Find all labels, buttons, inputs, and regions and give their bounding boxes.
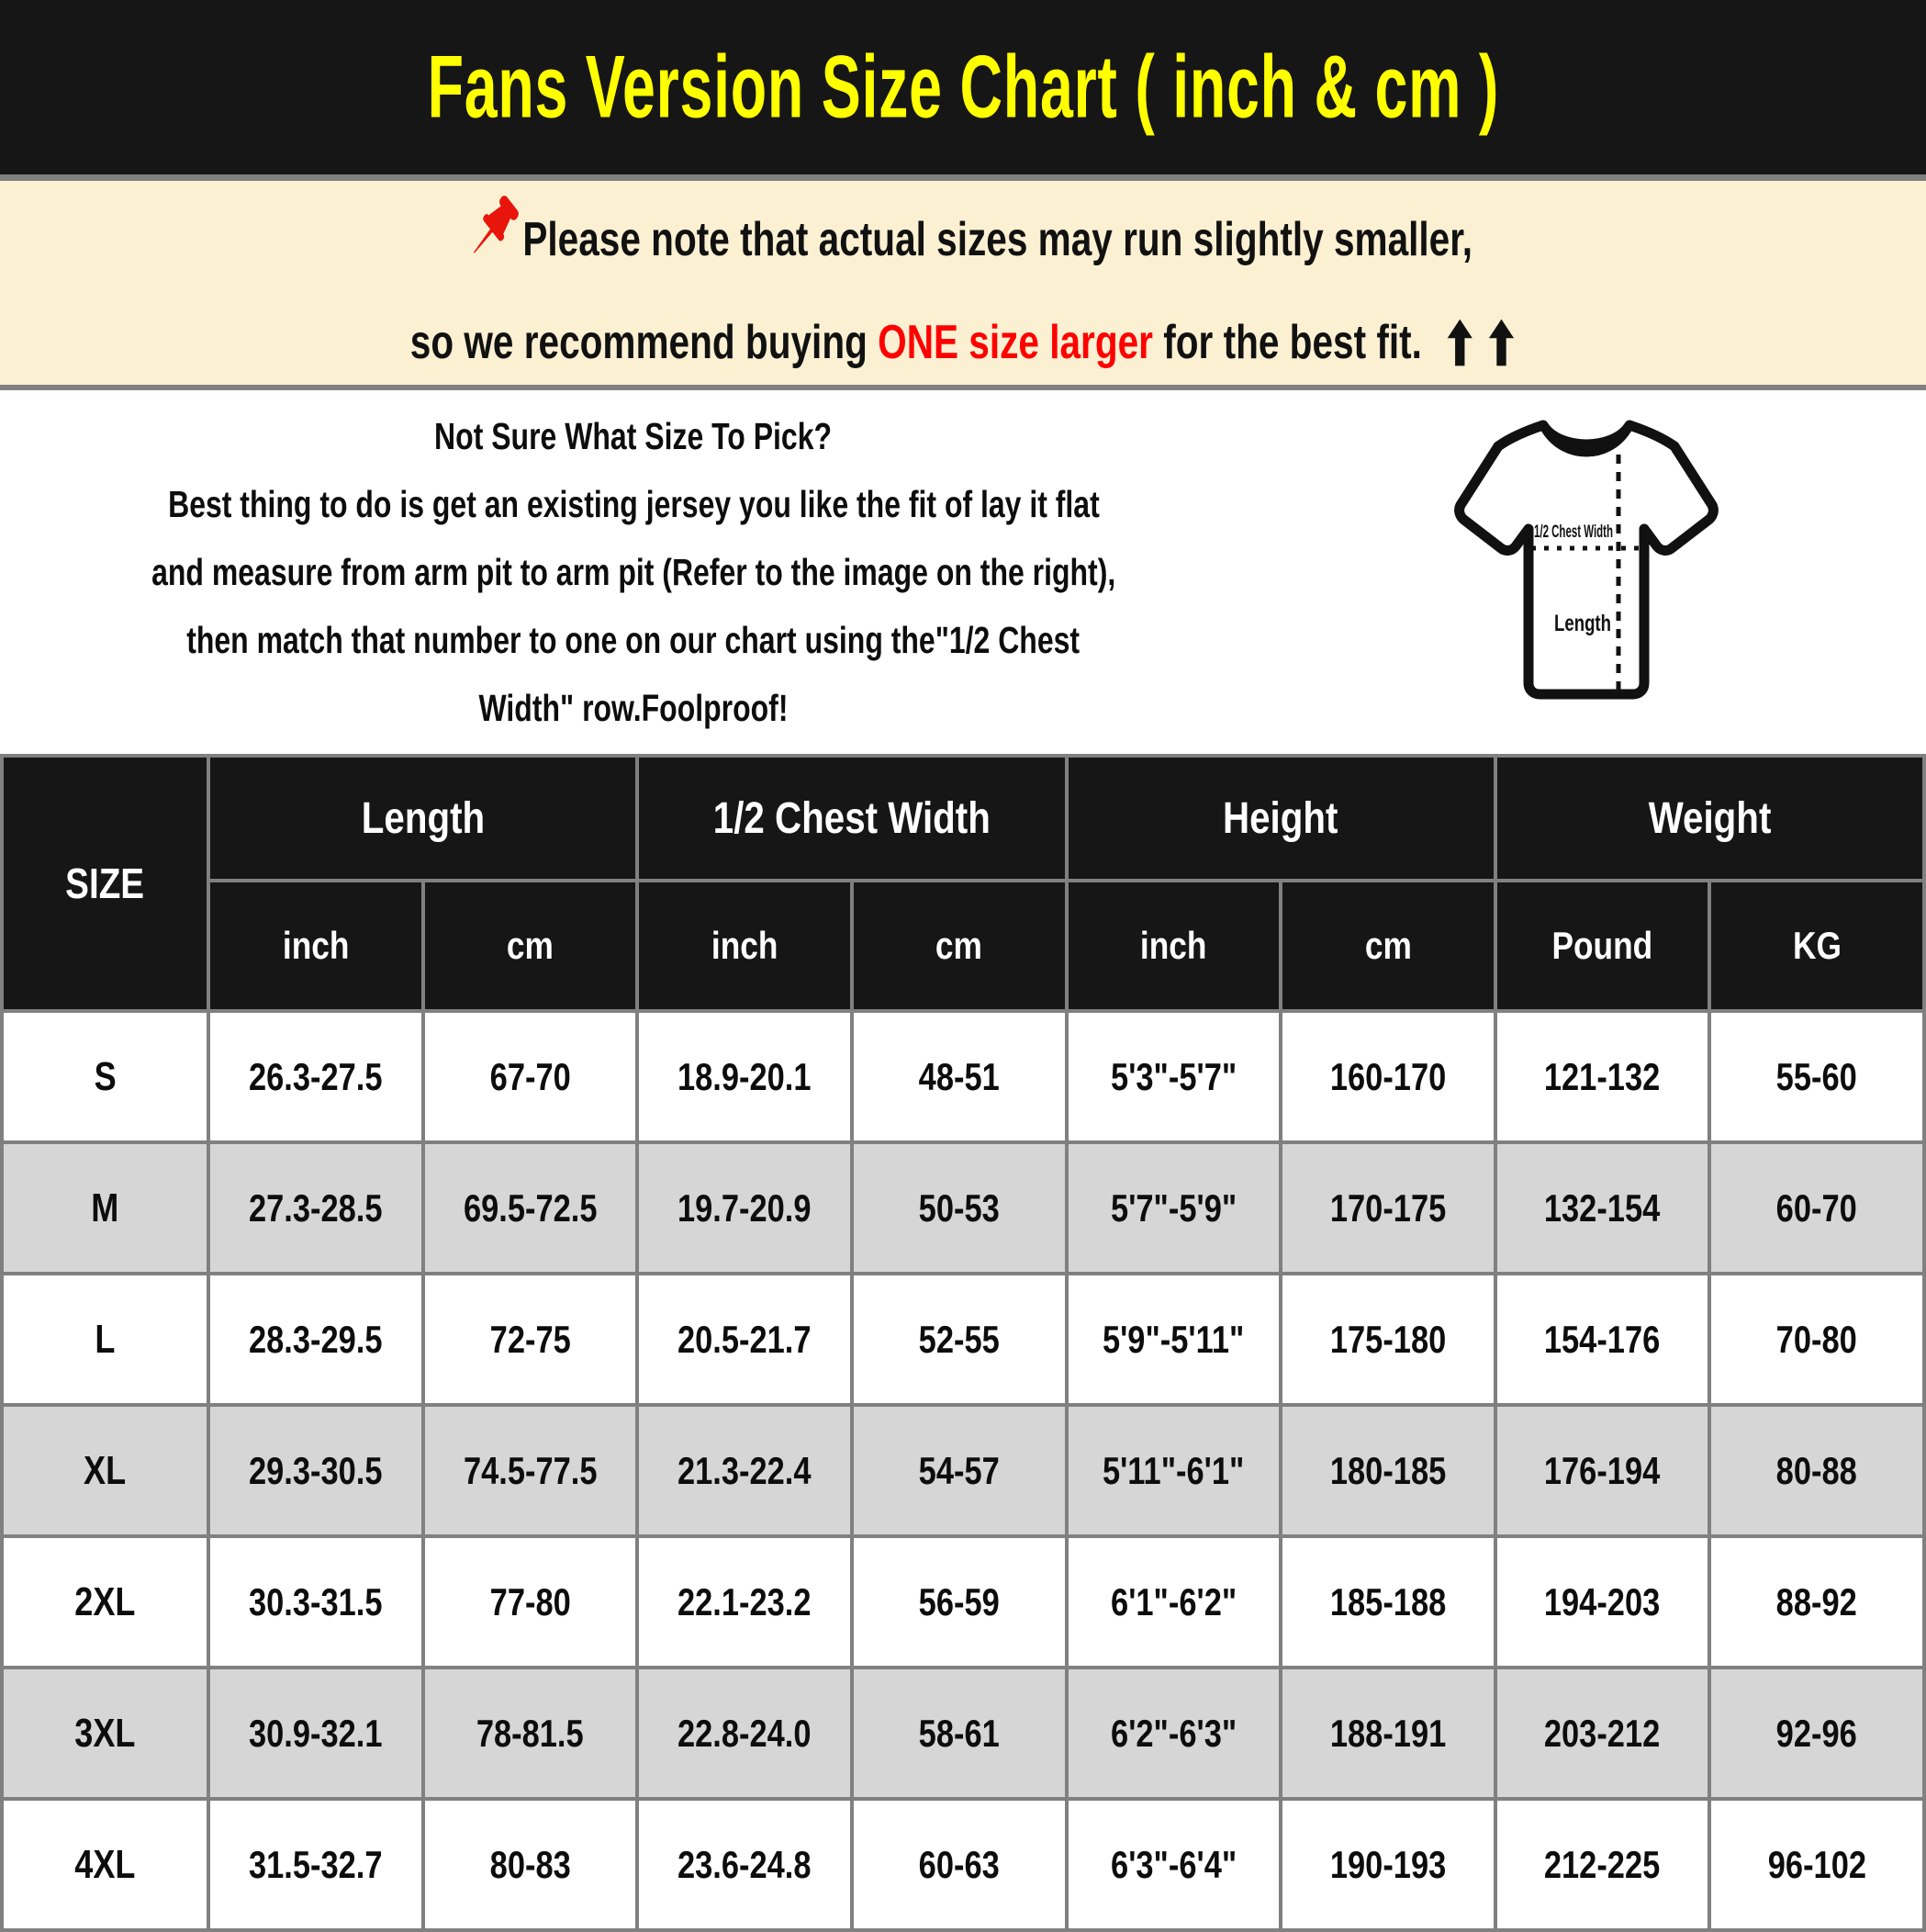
tshirt-measure-diagram <box>1449 403 1724 726</box>
guide-heading: Not Sure What Size To Pick? <box>434 415 833 457</box>
table-cell: 70-80 <box>1711 1275 1922 1403</box>
table-cell: 21.3-22.4 <box>639 1407 850 1534</box>
table-cell: 19.7-20.9 <box>639 1144 850 1272</box>
table-cell: 30.9-32.1 <box>210 1669 421 1797</box>
note-line-1 <box>454 196 1472 284</box>
table-cell: 176-194 <box>1497 1407 1708 1534</box>
table-cell: 30.3-31.5 <box>210 1538 421 1666</box>
table-cell: 22.8-24.0 <box>639 1669 850 1797</box>
guide-line: Width" row.Foolproof! <box>478 687 789 729</box>
table-cell: 80-88 <box>1711 1407 1922 1534</box>
diagram-chest-label: 1/2 Chest Width <box>1534 522 1613 542</box>
note-text-2a: so we recommend buying <box>410 316 879 369</box>
table-cell: 5'7"-5'9" <box>1069 1144 1280 1272</box>
diagram-length-label: Length <box>1554 611 1611 636</box>
guide-line: Best thing to do is get an existing jersey you like the fit of lay it flat <box>167 483 1100 525</box>
pushpin-icon <box>454 196 520 284</box>
table-cell: 72-75 <box>425 1275 636 1403</box>
note-text-2b: for the best fit. <box>1153 316 1433 369</box>
table-cell: 22.1-23.2 <box>639 1538 850 1666</box>
subheader-height-cm: cm <box>1282 882 1494 1009</box>
table-cell: 80-83 <box>425 1801 636 1928</box>
row-size-label: S <box>4 1013 207 1140</box>
up-arrow-icon <box>1488 319 1516 366</box>
table-cell: 27.3-28.5 <box>210 1144 421 1272</box>
size-guide-text <box>0 390 1267 754</box>
table-cell: 55-60 <box>1711 1013 1922 1140</box>
table-cell: 188-191 <box>1282 1669 1494 1797</box>
column-group-height: Height <box>1069 758 1494 879</box>
table-cell: 121-132 <box>1497 1013 1708 1140</box>
row-size-label: 3XL <box>4 1669 207 1797</box>
column-group-length: Length <box>210 758 635 879</box>
note-highlight: ONE size larger <box>878 316 1154 369</box>
table-cell: 77-80 <box>425 1538 636 1666</box>
table-cell: 190-193 <box>1282 1801 1494 1928</box>
table-cell: 6'1"-6'2" <box>1069 1538 1280 1666</box>
table-cell: 154-176 <box>1497 1275 1708 1403</box>
tshirt-outline <box>1460 425 1714 694</box>
table-cell: 67-70 <box>425 1013 636 1140</box>
subheader-height-inch: inch <box>1069 882 1280 1009</box>
row-size-label: L <box>4 1275 207 1403</box>
up-arrow-icon <box>1447 319 1474 366</box>
page-title: Fans Version Size Chart ( inch & cm ) <box>427 37 1499 137</box>
size-table <box>0 754 1926 1932</box>
table-cell: 194-203 <box>1497 1538 1708 1666</box>
table-cell: 132-154 <box>1497 1144 1708 1272</box>
note-banner <box>0 181 1926 385</box>
column-group-chest-width: 1/2 Chest Width <box>639 758 1064 879</box>
table-cell: 50-53 <box>854 1144 1065 1272</box>
guide-line: and measure from arm pit to arm pit (Refer to the image on the right), <box>151 551 1116 593</box>
table-cell: 92-96 <box>1711 1669 1922 1797</box>
note-line-2 <box>410 315 1516 370</box>
table-cell: 6'2"-6'3" <box>1069 1669 1280 1797</box>
title-bar <box>0 0 1926 174</box>
size-guide-section <box>0 390 1926 754</box>
table-cell: 20.5-21.7 <box>639 1275 850 1403</box>
table-cell: 18.9-20.1 <box>639 1013 850 1140</box>
table-cell: 52-55 <box>854 1275 1065 1403</box>
table-cell: 60-63 <box>854 1801 1065 1928</box>
table-cell: 23.6-24.8 <box>639 1801 850 1928</box>
subheader-chest-inch: inch <box>639 882 850 1009</box>
table-cell: 5'9"-5'11" <box>1069 1275 1280 1403</box>
guide-line: then match that number to one on our chart using the"1/2 Chest <box>186 619 1081 661</box>
subheader-chest-cm: cm <box>854 882 1065 1009</box>
table-cell: 60-70 <box>1711 1144 1922 1272</box>
subheader-weight-pound: Pound <box>1497 882 1708 1009</box>
table-cell: 56-59 <box>854 1538 1065 1666</box>
row-size-label: 4XL <box>4 1801 207 1928</box>
table-cell: 160-170 <box>1282 1013 1494 1140</box>
table-cell: 180-185 <box>1282 1407 1494 1534</box>
table-cell: 5'11"-6'1" <box>1069 1407 1280 1534</box>
table-cell: 26.3-27.5 <box>210 1013 421 1140</box>
table-cell: 96-102 <box>1711 1801 1922 1928</box>
table-cell: 28.3-29.5 <box>210 1275 421 1403</box>
table-cell: 78-81.5 <box>425 1669 636 1797</box>
subheader-weight-kg: KG <box>1711 882 1922 1009</box>
table-cell: 185-188 <box>1282 1538 1494 1666</box>
table-cell: 6'3"-6'4" <box>1069 1801 1280 1928</box>
note-text-1: Please note that actual sizes may run slightly smaller, <box>522 213 1472 266</box>
size-column-header: SIZE <box>4 758 207 1009</box>
table-cell: 5'3"-5'7" <box>1069 1013 1280 1140</box>
table-cell: 69.5-72.5 <box>425 1144 636 1272</box>
table-cell: 29.3-30.5 <box>210 1407 421 1534</box>
table-cell: 54-57 <box>854 1407 1065 1534</box>
table-cell: 74.5-77.5 <box>425 1407 636 1534</box>
row-size-label: M <box>4 1144 207 1272</box>
table-cell: 203-212 <box>1497 1669 1708 1797</box>
table-cell: 175-180 <box>1282 1275 1494 1403</box>
table-cell: 58-61 <box>854 1669 1065 1797</box>
row-size-label: 2XL <box>4 1538 207 1666</box>
column-group-weight: Weight <box>1497 758 1922 879</box>
table-cell: 212-225 <box>1497 1801 1708 1928</box>
table-cell: 170-175 <box>1282 1144 1494 1272</box>
table-cell: 48-51 <box>854 1013 1065 1140</box>
row-size-label: XL <box>4 1407 207 1534</box>
subheader-length-cm: cm <box>425 882 636 1009</box>
table-cell: 88-92 <box>1711 1538 1922 1666</box>
subheader-length-inch: inch <box>210 882 421 1009</box>
table-cell: 31.5-32.7 <box>210 1801 421 1928</box>
